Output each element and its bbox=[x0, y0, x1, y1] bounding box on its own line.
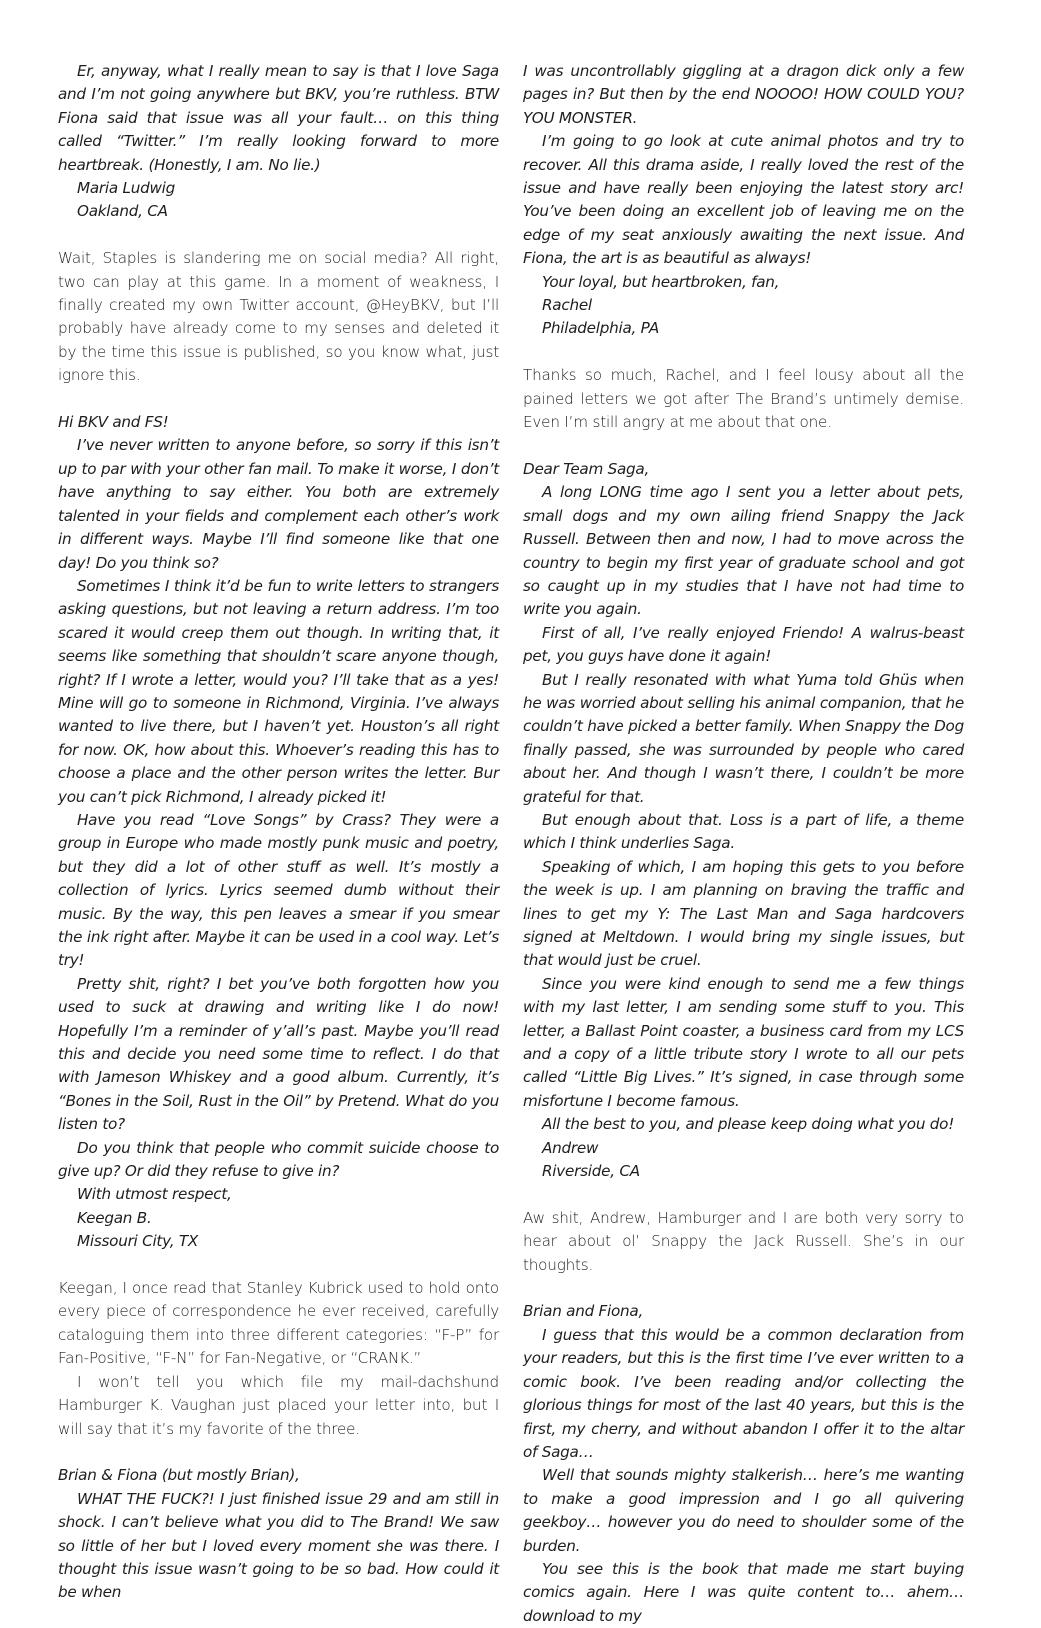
editor-reply: Keegan, I once read that Stanley Kubrick used to hold onto every piece of correspondence he ever received, carefully cataloguing them into three different categories: “F-P” for Fan-Positive, “F-N” for Fan-Negative, or “CRANK.” bbox=[58, 1279, 499, 1368]
letter-paragraph: WHAT THE FUCK?! I just finished issue 29 and am still in shock. I can’t believe what you did to The Brand! We saw so little of her but I loved every moment she was there. I thought this issue wasn’t going to be so bad. How could it be when bbox=[58, 1489, 499, 1602]
letter-signature-location: Philadelphia, PA bbox=[542, 319, 659, 338]
letter-paragraph: But I really resonated with what Yuma told Ghüs when he was worried about selling his animal companion, that he couldn’t have picked a better family. When Snappy the Dog finally passed, she was surrounded by people who cared about her. And though I wasn’t there, I couldn’t be more grateful for that. bbox=[523, 670, 964, 806]
spacer bbox=[523, 1183, 964, 1206]
letter-salutation: Brian & Fiona (but mostly Brian), bbox=[58, 1466, 300, 1485]
letter-paragraph: I’ve never written to anyone before, so sorry if this isn’t up to par with your other fan mail. To make it worse, I don’t have anything to say either. You both are extremely talented in your fields and complement each other’s work in different ways. Maybe I’ll find someone like that one day! Do you think so? bbox=[58, 436, 499, 572]
letter-paragraph: All the best to you, and please keep doing what you do! bbox=[542, 1115, 955, 1134]
letter-paragraph: First of all, I’ve really enjoyed Friendo! A walrus-beast pet, you guys have done it again! bbox=[523, 623, 964, 666]
spacer bbox=[523, 434, 964, 457]
letter-salutation: Brian and Fiona, bbox=[523, 1302, 644, 1321]
letter-paragraph: Since you were kind enough to send me a few things with my last letter, I am sending some stuff to you. This letter, a Ballast Point coaster, a business card from my LCS and a copy of a little tribute story I wrote to all our pets called “Little Big Lives.” It’s signed, in case through some misfortune I become famous. bbox=[523, 974, 964, 1110]
letter-signature-name: Keegan B. bbox=[77, 1208, 152, 1227]
letter-salutation: Dear Team Saga, bbox=[523, 459, 650, 478]
editor-reply: Aw shit, Andrew, Hamburger and I are both very sorry to hear about ol’ Snappy the Jack Russell. She’s in our thoughts. bbox=[523, 1208, 964, 1274]
spacer bbox=[523, 1277, 964, 1300]
letter-paragraph: Do you think that people who commit suicide choose to give up? Or did they refuse to give in? bbox=[58, 1138, 499, 1181]
spacer bbox=[523, 341, 964, 364]
letter-signature-location: Missouri City, TX bbox=[77, 1232, 199, 1251]
letter-paragraph: I guess that this would be a common declaration from your readers, but this is the first time I’ve ever written to a comic book. I’ve been reading and/or collecting the glorious things for most of the last 40 years, but this is the first, my cherry, and without abandon I offer it to the altar of Saga… bbox=[523, 1325, 964, 1461]
letter-signature-location: Riverside, CA bbox=[542, 1162, 640, 1181]
letter-paragraph: But enough about that. Loss is a part of life, a theme which I think underlies Saga. bbox=[523, 810, 964, 853]
letter-signature-name: Rachel bbox=[542, 296, 592, 315]
letter-paragraph: Er, anyway, what I really mean to say is that I love Saga and I’m not going anywhere but BKV, you’re ruthless. BTW Fiona said that issue was all your fault… on this thing called “Twitter.” I’m really looking forward to more heartbreak. (Honestly, I am. No lie.) bbox=[58, 62, 499, 174]
letter-paragraph: Pretty shit, right? I bet you’ve both forgotten how you used to suck at drawing and writing like I do now! Hopefully I’m a reminder of y’all’s past. Maybe you’ll read this and decide you need some time to reflect. I do that with Jameson Whiskey and a good album. Currently, it’s “Bones in the Soil, Rust in the Oil” by Pretend. What do you listen to? bbox=[58, 974, 499, 1134]
letter-paragraph-continued: I was uncontrollably giggling at a dragon dick only a few pages in? But then by the end NOOOO! HOW COULD YOU? YOU MONSTER. bbox=[523, 62, 964, 127]
editor-reply: Wait, Staples is slandering me on social media? All right, two can play at this game. In a moment of weakness, I finally created my own Twitter account, @HeyBKV, but I’ll probably have already come to my senses and deleted it by the time this issue is published, so you know what, just ignore this. bbox=[58, 249, 499, 385]
letter-paragraph: Have you read “Love Songs” by Crass? They were a group in Europe who made mostly punk music and poetry, but they did a lot of other stuff as well. It’s mostly a collection of lyrics. Lyrics seemed dumb without their music. By the way, this pen leaves a smear if you smear the ink right after. Maybe it can be used in a cool way. Let’s try! bbox=[58, 810, 499, 970]
right-column bbox=[523, 60, 964, 1625]
letter-paragraph: Sometimes I think it’d be fun to write letters to strangers asking questions, but not leaving a return address. I’m too scared it would creep them out though. In writing that, it seems like something that shouldn’t scare anyone though, right? If I wrote a letter, would you? I’ll take that as a yes! Mine will go to someone in Richmond, Virginia. I’ve always wanted to live there, but I haven’t yet. Houston’s all right for now. OK, how about this. Whoever’s reading this has to choose a place and the other person writes the letter. Bur you can’t pick Richmond, I already picked it! bbox=[58, 576, 499, 806]
letter-signature-location: Oakland, CA bbox=[77, 202, 168, 221]
spacer bbox=[58, 224, 499, 247]
letter-paragraph: Speaking of which, I am hoping this gets to you before the week is up. I am planning on braving the traffic and lines to get my Y: The Last Man and Saga hardcovers signed at Meltdown. I would bring my single issues, but that would just be cruel. bbox=[523, 857, 964, 970]
letter-signoff: With utmost respect, bbox=[77, 1185, 232, 1204]
spacer bbox=[58, 1441, 499, 1464]
letter-signature-name: Andrew bbox=[542, 1138, 599, 1157]
letter-paragraph: I’m going to go look at cute animal photos and try to recover. All this drama aside, I really loved the rest of the issue and have really been enjoying the latest story arc! You’ve been doing an excellent job of leaving me on the edge of my seat anxiously awaiting the next issue. And Fiona, the art is as beautiful as always! bbox=[523, 132, 964, 268]
letter-signature-name: Maria Ludwig bbox=[77, 179, 176, 198]
letter-paragraph: You see this is the book that made me start buying comics again. Here I was quite content to… ahem… download to my bbox=[523, 1559, 964, 1625]
left-column bbox=[58, 60, 499, 1602]
letter-salutation: Hi BKV and FS! bbox=[58, 413, 169, 432]
editor-reply: Thanks so much, Rachel, and I feel lousy about all the pained letters we got after The Brand’s untimely demise. Even I’m still angry at me about that one. bbox=[523, 366, 964, 432]
letter-paragraph: A long LONG time ago I sent you a letter about pets, small dogs and my own ailing friend Snappy the Jack Russell. Between then and now, I had to move across the country to begin my first year of graduate school and got so caught up in my studies that I have not had time to write you again. bbox=[523, 483, 964, 619]
editor-reply: I won’t tell you which file my mail-dachshund Hamburger K. Vaughan just placed your letter into, but I will say that it’s my favorite of the three. bbox=[58, 1372, 499, 1438]
spacer bbox=[58, 388, 499, 411]
letter-paragraph: Well that sounds mighty stalkerish… here’s me wanting to make a good impression and I go all quivering geekboy… however you do need to shoulder some of the burden. bbox=[523, 1466, 964, 1555]
spacer bbox=[58, 1254, 499, 1277]
letter-signoff: Your loyal, but heartbroken, fan, bbox=[542, 272, 780, 291]
